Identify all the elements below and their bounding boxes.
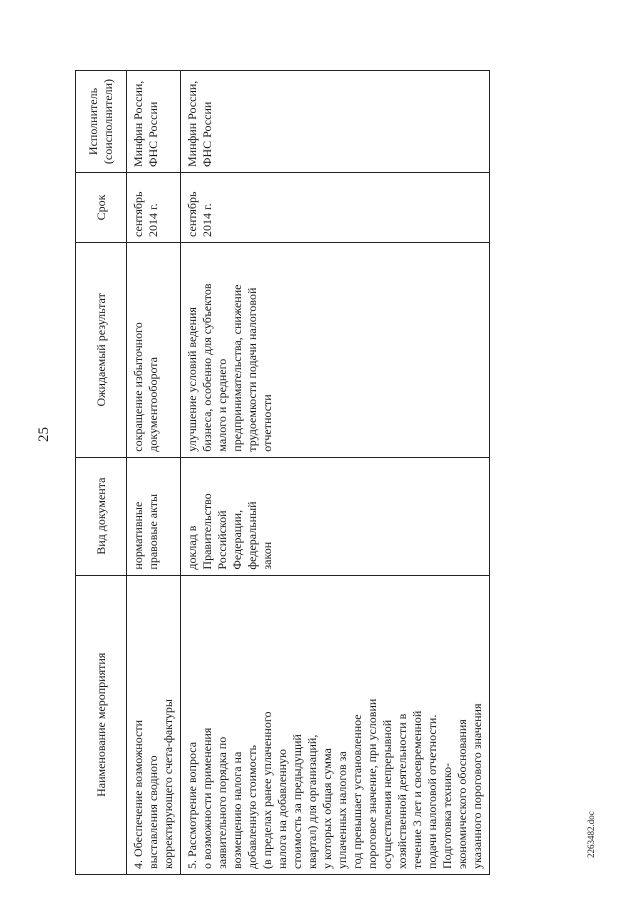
row-executor: Минфин России, ФНС России: [181, 71, 490, 173]
row-name: 4. Обеспечение возможности выставления сводного корректирующего счета-фактуры: [127, 575, 181, 874]
table-row: [181, 71, 490, 875]
footer-file-code: 2263482.doc: [586, 811, 596, 858]
rotated-table-wrapper: [75, 70, 535, 875]
row-deadline: сентябрь 2014 г.: [127, 173, 181, 243]
table-row: [127, 71, 181, 875]
measures-table: [75, 70, 490, 875]
row-result: улучшение условий ведения бизнеса, особенно для субъектов малого и среднего предпринимательства, снижение трудоемкости подачи налоговой отчетности: [181, 242, 490, 457]
row-result: сокращение избыточного документооборота: [127, 242, 181, 457]
row-doc-type: доклад в Правительство Российской Федерации, федеральный закон: [181, 457, 490, 575]
header-result: Ожидаемый результат: [76, 242, 127, 457]
header-deadline: Срок: [76, 173, 127, 243]
row-deadline: сентябрь 2014 г.: [181, 173, 490, 243]
header-name: Наименование мероприятия: [76, 575, 127, 874]
table-header-row: [76, 71, 127, 875]
row-doc-type: нормативные правовые акты: [127, 457, 181, 575]
page-number: 25: [36, 427, 52, 442]
row-name: 5. Рассмотрение вопроса о возможности применения заявительного порядка по возмещению налога на добавленную стоимость (в пределах ранее уплаченного налога на добавленную стоимость за предыдущий квартал) для организаций, у которых общая сумма уплаченных налогов за год превышает установленное пороговое значение, при условии осуществления непрерывной хозяйственной деятельности в течение 3 лет и своевременной подачи налоговой отчетности. Подготовка технико- экономического обоснования указанного порогового значения: [181, 575, 490, 874]
header-doc-type: Вид документа: [76, 457, 127, 575]
row-executor: Минфин России, ФНС России: [127, 71, 181, 173]
header-executor: Исполнитель (соисполнители): [76, 71, 127, 173]
